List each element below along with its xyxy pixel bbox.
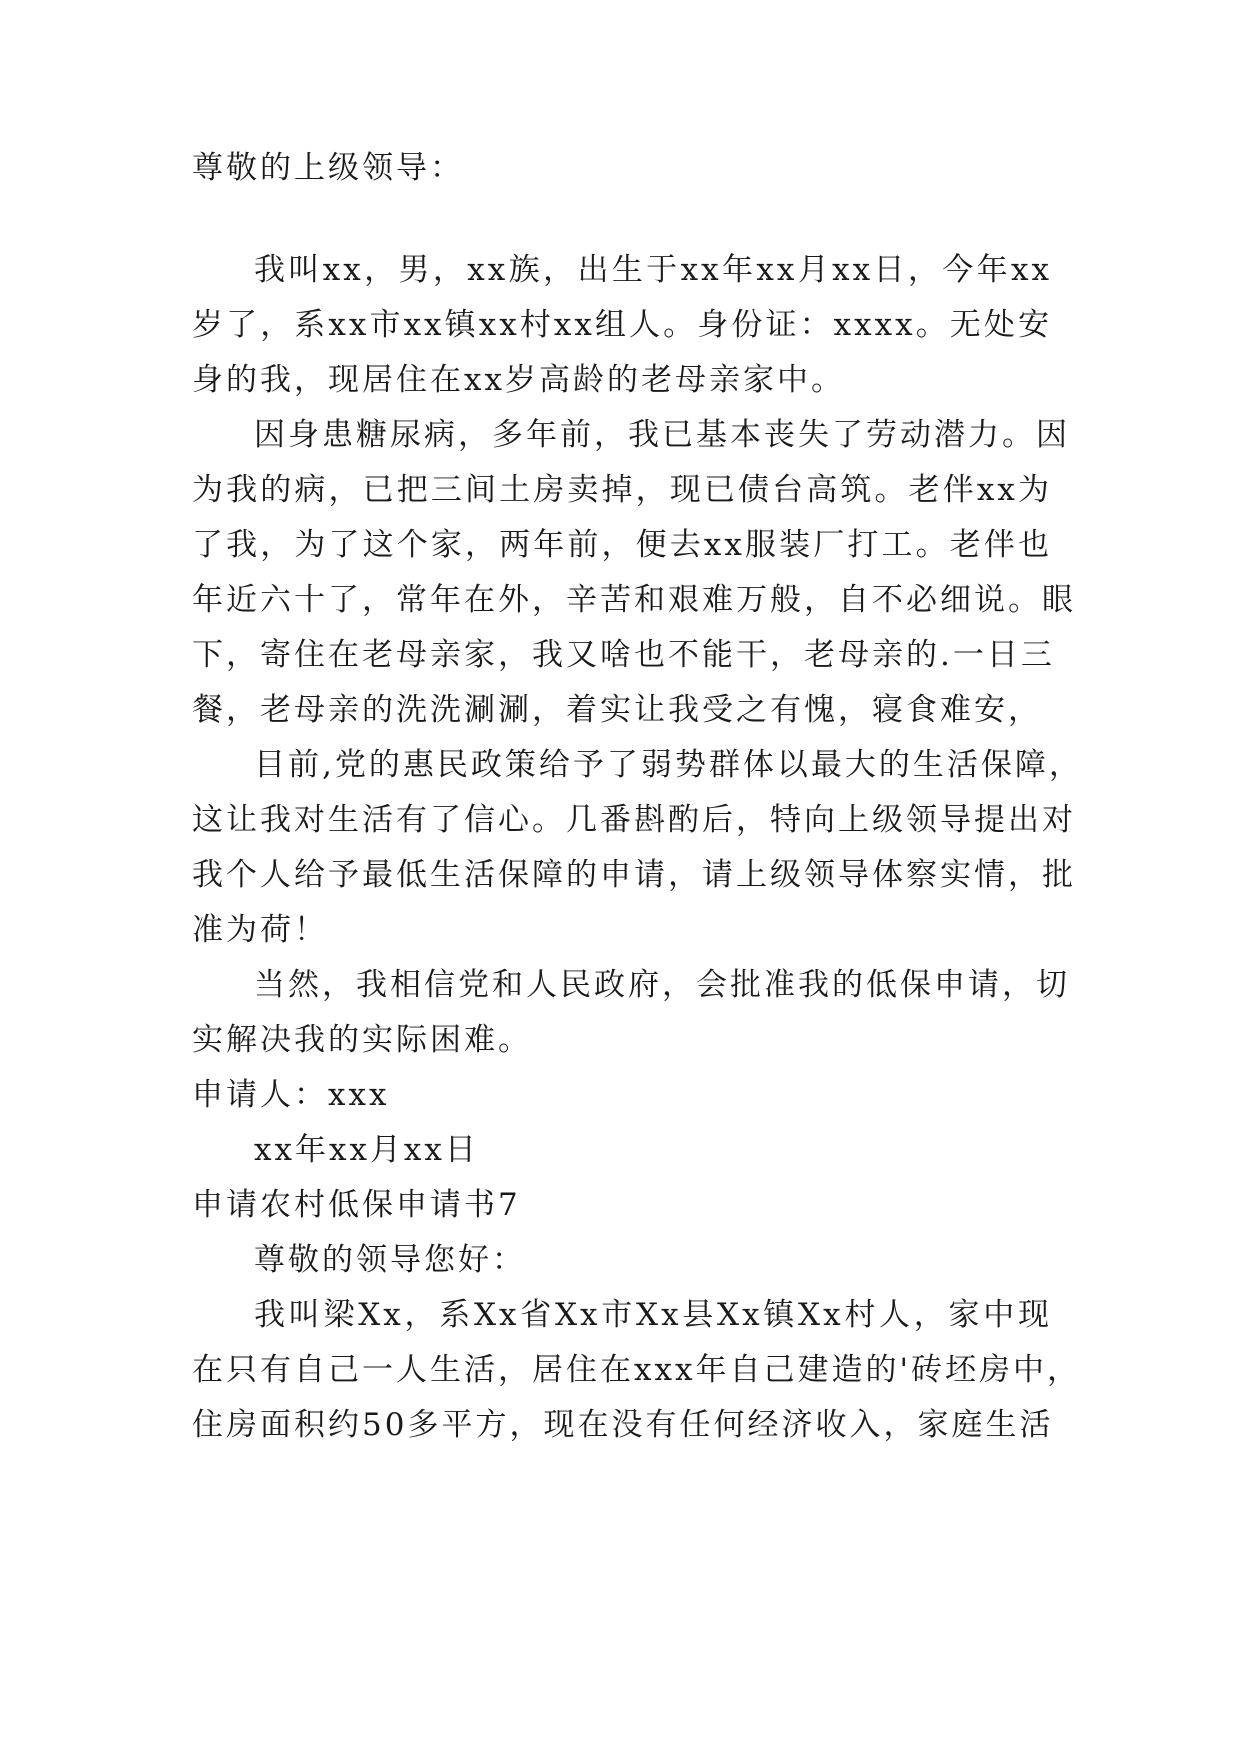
- paragraph-1-line-1: 我叫xx，男，xx族，出生于xx年xx月xx日，今年xx: [254, 252, 1052, 288]
- paragraph-2-line-6: 餐，老母亲的洗洗涮涮，着实让我受之有愧，寝食难安，: [192, 692, 1042, 728]
- applicant-signature: 申请人：xxx: [192, 1077, 390, 1113]
- salutation-2: 尊敬的领导您好：: [254, 1242, 526, 1278]
- paragraph-3-line-4: 准为荷！: [192, 912, 328, 948]
- paragraph-2-line-1: 因身患糖尿病，多年前，我已基本丧失了劳动潜力。因: [254, 417, 1070, 453]
- paragraph-1-line-3: 身的我，现居住在xx岁高龄的老母亲家中。: [192, 362, 845, 398]
- paragraph-3-line-2: 这让我对生活有了信心。几番斟酌后，特向上级领导提出对: [192, 802, 1076, 838]
- paragraph-5-line-1: 我叫梁Xx，系Xx省Xx市Xx县Xx镇Xx村人，家中现: [254, 1297, 1052, 1333]
- paragraph-4-line-1: 当然，我相信党和人民政府，会批准我的低保申请，切: [254, 967, 1070, 1003]
- salutation: 尊敬的上级领导：: [192, 150, 464, 186]
- paragraph-5-line-3: 住房面积约50多平方，现在没有任何经济收入，家庭生活: [192, 1407, 1054, 1443]
- paragraph-3-line-1: 目前,党的惠民政策给予了弱势群体以最大的生活保障，: [254, 747, 1083, 783]
- paragraph-3-line-3: 我个人给予最低生活保障的申请，请上级领导体察实情，批: [192, 857, 1076, 893]
- application-date: xx年xx月xx日: [254, 1132, 479, 1168]
- paragraph-5-line-2: 在只有自己一人生活，居住在xxx年自己建造的'砖坯房中，: [192, 1352, 1081, 1388]
- paragraph-2-line-4: 年近六十了，常年在外，辛苦和艰难万般，自不必细说。眼: [192, 582, 1076, 618]
- paragraph-4-line-2: 实解决我的实际困难。: [192, 1022, 532, 1058]
- paragraph-1-line-2: 岁了，系xx市xx镇xx村xx组人。身份证：xxxx。无处安: [192, 307, 1052, 343]
- paragraph-2-line-5: 下，寄住在老母亲家，我又啥也不能干，老母亲的.一日三: [192, 637, 1055, 673]
- section-title: 申请农村低保申请书7: [192, 1187, 521, 1223]
- paragraph-2-line-3: 了我，为了这个家，两年前，便去xx服装厂打工。老伴也: [192, 527, 1052, 563]
- paragraph-2-line-2: 为我的病，已把三间土房卖掉，现已债台高筑。老伴xx为: [192, 472, 1052, 508]
